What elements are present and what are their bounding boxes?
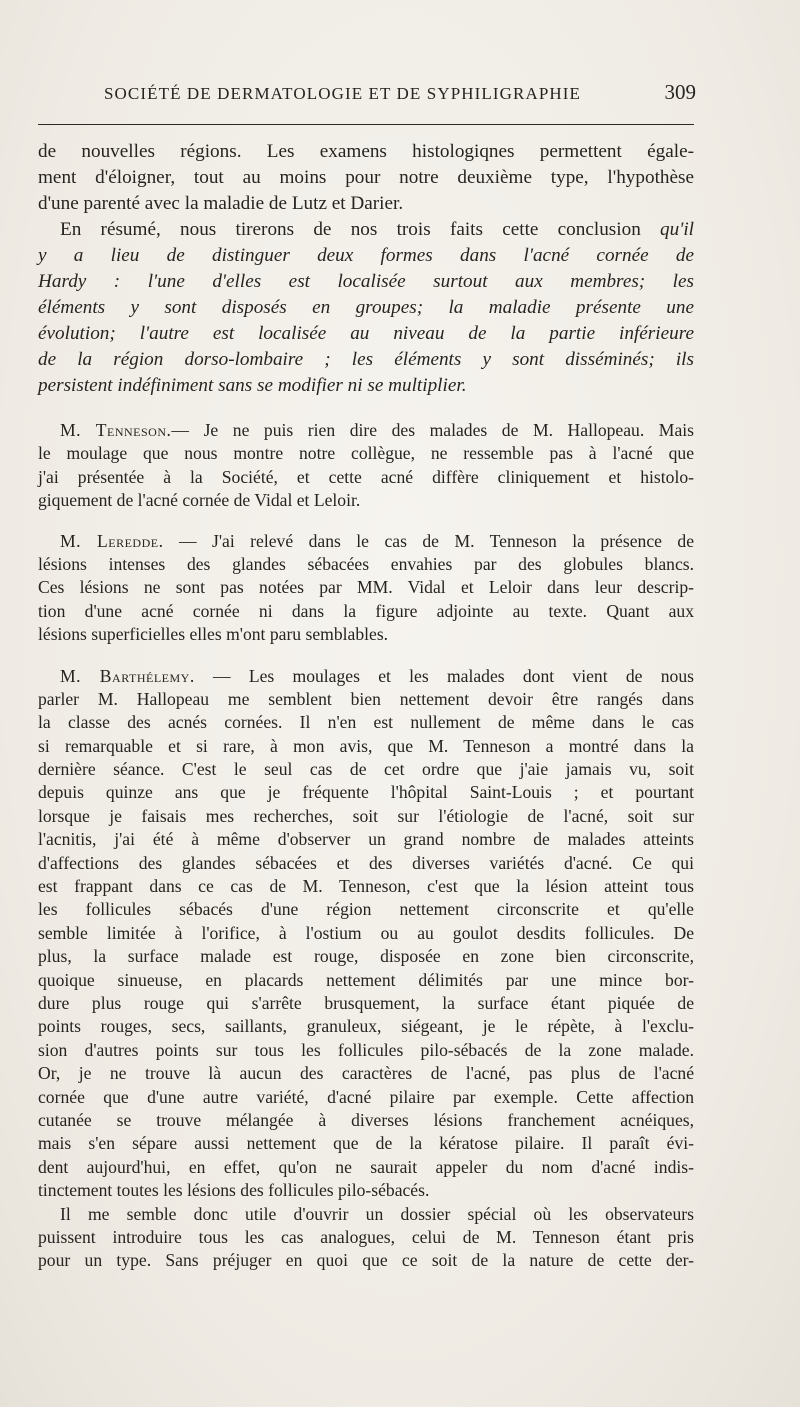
speaker-name: M. Tenneson. (60, 420, 172, 440)
text-line (38, 419, 694, 442)
speech-leredde (38, 530, 694, 647)
text-line: si remarquable et si rare, à mon avis, que M. Tenneson a montré dans la (38, 735, 694, 756)
text-line: y a lieu de distinguer deux formes dans l'acné cornée de (38, 245, 694, 266)
text-line: lorsque je faisais mes recherches, soit sur l'étiologie de l'acné, soit sur (38, 805, 694, 826)
body-text (38, 139, 694, 1273)
text-line: d'affections des glandes sébacées et des diverses variétés d'acné. Ce qui (38, 852, 694, 873)
text-line: d'une parenté avec la maladie de Lutz et Darier. (38, 193, 404, 214)
text-line: dure plus rouge qui s'arrête brusquement, la surface étant piquée de (38, 992, 694, 1013)
running-head: SOCIÉTÉ DE DERMATOLOGIE ET DE SYPHILIGRAPHIE (104, 84, 582, 103)
text-line: le moulage que nous montre notre collègue, ne ressemble pas à l'acné que (38, 443, 694, 464)
text-line: Ces lésions ne sont pas notées par MM. Vidal et Leloir dans leur descrip- (38, 577, 694, 598)
conclusion-emphasis: qu'il (660, 219, 694, 240)
text-line: plus, la surface malade est rouge, disposée en zone bien circonscrite, (38, 946, 694, 967)
text-line: ment d'éloigner, tout au moins pour notre deuxième type, l'hypothèse (38, 167, 694, 188)
text-line: dent aujourd'hui, en effet, qu'on ne saurait appeler du nom d'acné indis- (38, 1156, 694, 1177)
text-line: puissent introduire tous les cas analogues, celui de M. Tenneson étant pris (38, 1226, 694, 1247)
text-line: Hardy : l'une d'elles est localisée surtout aux membres; les (38, 271, 694, 292)
text-line: Or, je ne trouve là aucun des caractères de l'acné, pas plus de l'acné (38, 1063, 694, 1084)
text-line: de nouvelles régions. Les examens histologiqnes permettent égale- (38, 141, 694, 162)
header-rule (38, 124, 694, 125)
text-line: mais s'en sépare aussi nettement que de la kératose pilaire. Il paraît évi- (38, 1133, 694, 1154)
speaker-name: M. Leredde. (60, 530, 164, 551)
page-header (104, 80, 696, 112)
text-line: évolution; l'autre est localisée au niveau de la partie inférieure (38, 323, 694, 344)
text-line: de la région dorso-lombaire ; les éléments y sont disséminés; ils (38, 349, 694, 370)
text-line: giquement de l'acné cornée de Vidal et Leloir. (38, 490, 361, 511)
text-line: cutanée se trouve mélangée à diverses lésions franchement acnéiques, (38, 1109, 694, 1130)
speech-tenneson (38, 419, 694, 513)
conclusion-intro: En résumé, nous tirerons de nos trois faits cette conclusion (60, 219, 641, 240)
text-line: l'acnitis, j'ai été à même d'observer un grand nombre de malades atteints (38, 829, 694, 850)
text-line: semble limitée à l'orifice, à l'ostium ou au goulot desdits follicules. De (38, 922, 694, 943)
text-line (38, 530, 694, 553)
text-line: la classe des acnés cornées. Il n'en est nullement de même dans le cas (38, 712, 694, 733)
speech-text: — J'ai relevé dans le cas de M. Tenneson la présence de (163, 530, 694, 551)
speaker-name: M. Barthélemy. (60, 665, 195, 686)
text-line: pour un type. Sans préjuger en quoi que ce soit de la nature de cette der- (38, 1250, 694, 1271)
text-line: j'ai présentée à la Société, et cette acné diffère cliniquement et histolo- (38, 466, 694, 487)
text-line: quoique sinueuse, en placards nettement délimités par une mince bor- (38, 969, 694, 990)
speech-text: — Je ne puis rien dire des malades de M. Hallopeau. Mais (171, 420, 694, 440)
text-line: points rouges, secs, saillants, granuleux, siégeant, je le répète, à l'exclu- (38, 1016, 694, 1037)
text-line: tion d'une acné cornée ni dans la figure adjointe au texte. Quant aux (38, 600, 694, 621)
page-number: 309 (664, 80, 696, 104)
text-line (38, 665, 694, 688)
text-line: les follicules sébacés d'une région nettement circonscrite et qu'elle (38, 899, 694, 920)
text-line: lésions intenses des glandes sébacées envahies par des globules blancs. (38, 553, 694, 574)
text-line (38, 217, 694, 243)
text-line: lésions superficielles elles m'ont paru semblables. (38, 624, 389, 645)
text-line: Il me semble donc utile d'ouvrir un dossier spécial où les observateurs (60, 1203, 694, 1224)
text-line: est frappant dans ce cas de M. Tenneson, c'est que la lésion atteint tous (38, 876, 694, 897)
text-line: dernière séance. C'est le seul cas de cet ordre que j'aie jamais vu, soit (38, 759, 694, 780)
text-line: parler M. Hallopeau me semblent bien nettement devoir être rangés dans (38, 688, 694, 709)
speech-barthelemy (38, 665, 694, 1273)
text-line: sion d'autres points sur tous les follicules pilo-sébacés de la zone malade. (38, 1039, 694, 1060)
text-line: cornée que d'une autre variété, d'acné pilaire par exemple. Cette affection (38, 1086, 694, 1107)
text-line: éléments y sont disposés en groupes; la maladie présente une (38, 297, 694, 318)
text-line: tinctement toutes les lésions des follicules pilo-sébacés. (38, 1180, 430, 1201)
speech-text: — Les moulages et les malades dont vient de nous (194, 665, 694, 686)
text-line: depuis quinze ans que je fréquente l'hôpital Saint-Louis ; et pourtant (38, 782, 694, 803)
text-line: persistent indéfiniment sans se modifier ni se multiplier. (38, 375, 467, 396)
